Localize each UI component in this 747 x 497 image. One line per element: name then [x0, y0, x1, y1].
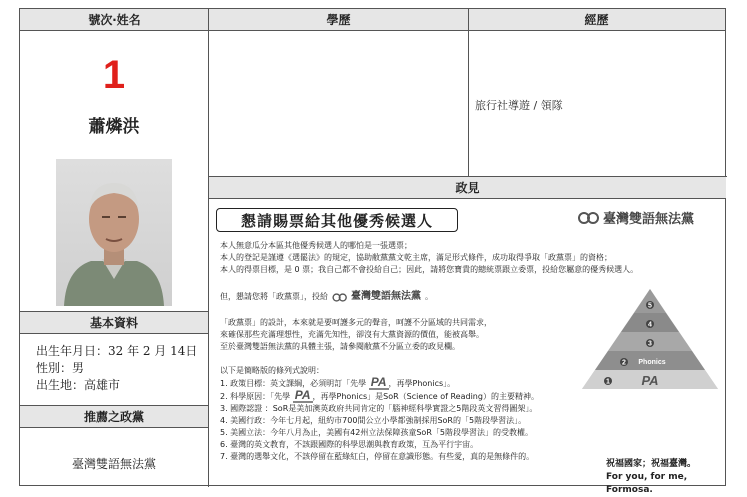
header-number-name: 號次‧姓名 — [20, 9, 209, 31]
paragraph-line: 「政黨票」的設計，本來就是要呵護多元的聲音，呵護不分區域的共同需求， — [220, 318, 492, 327]
slogan-zh: 祝福國家；祝福臺灣。 — [606, 459, 697, 469]
paragraph-line: 至於臺灣雙語無法黨的具體主張，請參閱敝黨不分區立委的政見欄。 — [220, 342, 460, 351]
pyramid-level-5: 5 — [648, 302, 652, 310]
inline-party-logo — [332, 291, 421, 303]
candidate-photo — [56, 159, 172, 306]
header-politics: 政見 — [209, 177, 726, 199]
paragraph-line: 本人無意瓜分本區其他優秀候選人的哪怕是一張選票； — [220, 241, 412, 250]
list-item: 6. 臺灣的英文教育，不該跟國際的科學思潮與教育政策，互為平行宇宙。 — [220, 440, 479, 449]
inline-party-logo-text: 臺灣雙語無法黨 — [351, 291, 421, 302]
pa-mark: PA — [370, 375, 387, 389]
party-logo-icon — [332, 292, 348, 303]
pyramid-level-1: 1 — [606, 378, 610, 386]
list-item: 1. 政策目標：英文課綱，必須明訂「先學 PA ，再學Phonics」。 — [220, 375, 456, 389]
policy-list — [220, 365, 539, 463]
candidate-name: 蕭燐洪 — [88, 117, 140, 137]
ballot-sheet — [19, 8, 726, 495]
list-item: 7. 臺灣的選舉文化，不該停留在藍綠紅白，停留在意識形態。有些愛，真的是無條件的。 — [220, 452, 535, 461]
header-basic-info: 基本資料 — [20, 312, 208, 334]
list-item: 4. 美國行政：今年七月起，紐約市700間公立小學都強制採用SoR的「5階段學習法」。 — [220, 416, 527, 425]
candidate-number: 1 — [102, 53, 126, 97]
birthplace: 出生地：高雄市 — [36, 378, 121, 392]
paragraph-line: 本人的登記是謹遵《選罷法》的規定，協助敝黨黨文乾主席，滿足形式條件，成功取得爭取「政黨票」的資格； — [220, 253, 612, 262]
pa-mark: PA — [294, 388, 311, 402]
paragraph-line: 來確保那些充滿理想性，充滿先知性，卻沒有大黨資源的價值，能被高舉。 — [220, 330, 484, 339]
pyramid-phonics-label: Phonics — [638, 359, 666, 366]
list-item: 2. 科學原因：「先學 PA ，再學Phonics」是SoR（Science of Reading）的主要精神。 — [220, 388, 539, 402]
column-divider — [468, 9, 469, 177]
party-vote-request — [220, 291, 433, 303]
vote-suffix: 。 — [425, 292, 433, 301]
party-logo-icon — [578, 210, 600, 226]
list-intro: 以下是簡略版的條列式說明： — [220, 366, 324, 375]
pyramid-pa-label: PA — [641, 373, 659, 388]
birth-date: 出生年月日：32 年 2 月 14日 — [36, 344, 198, 358]
party-logo — [578, 208, 694, 227]
nominating-party: 臺灣雙語無法黨 — [71, 457, 156, 471]
sor-pyramid — [580, 285, 720, 393]
party-logo-text: 臺灣雙語無法黨 — [603, 212, 695, 227]
slogan — [606, 458, 725, 497]
paragraph-line: 本人的得票目標，是 0 票；我自己都不會投給自己；因此，請將您寶貴的總統票跟立委票，投給您屬意的優秀候選人。 — [220, 265, 639, 274]
policy-banner: 懇請賜票給其他優秀候選人 — [216, 208, 458, 232]
header-education: 學歷 — [209, 9, 468, 31]
column-divider — [208, 9, 209, 487]
slogan-en: For you, for me, Formosa. — [606, 472, 688, 495]
policy-paragraph-1 — [220, 240, 638, 276]
pyramid-level-4: 4 — [648, 321, 652, 329]
policy-paragraph-2 — [220, 317, 492, 353]
pyramid-level-3: 3 — [648, 340, 652, 348]
experience-text: 旅行社導遊 / 領隊 — [475, 99, 563, 112]
pyramid-level-2: 2 — [622, 359, 626, 367]
basic-info — [36, 343, 197, 394]
vote-prefix: 但，懇請您將「政黨票」，投給 — [220, 292, 328, 301]
list-item: 3. 國際認證 ：SoR是美加澳英政府共同肯定的「腦神經科學實證之5階段英文習得圖架」。 — [220, 404, 538, 413]
gender: 性別：男 — [36, 361, 85, 375]
header-experience: 經歷 — [468, 9, 725, 31]
header-party-nominee: 推薦之政黨 — [20, 406, 208, 428]
list-item: 5. 美國立法：今年八月為止，美國有42州立法保障孩童SoR「5階段學習法」的受教權。 — [220, 428, 533, 437]
